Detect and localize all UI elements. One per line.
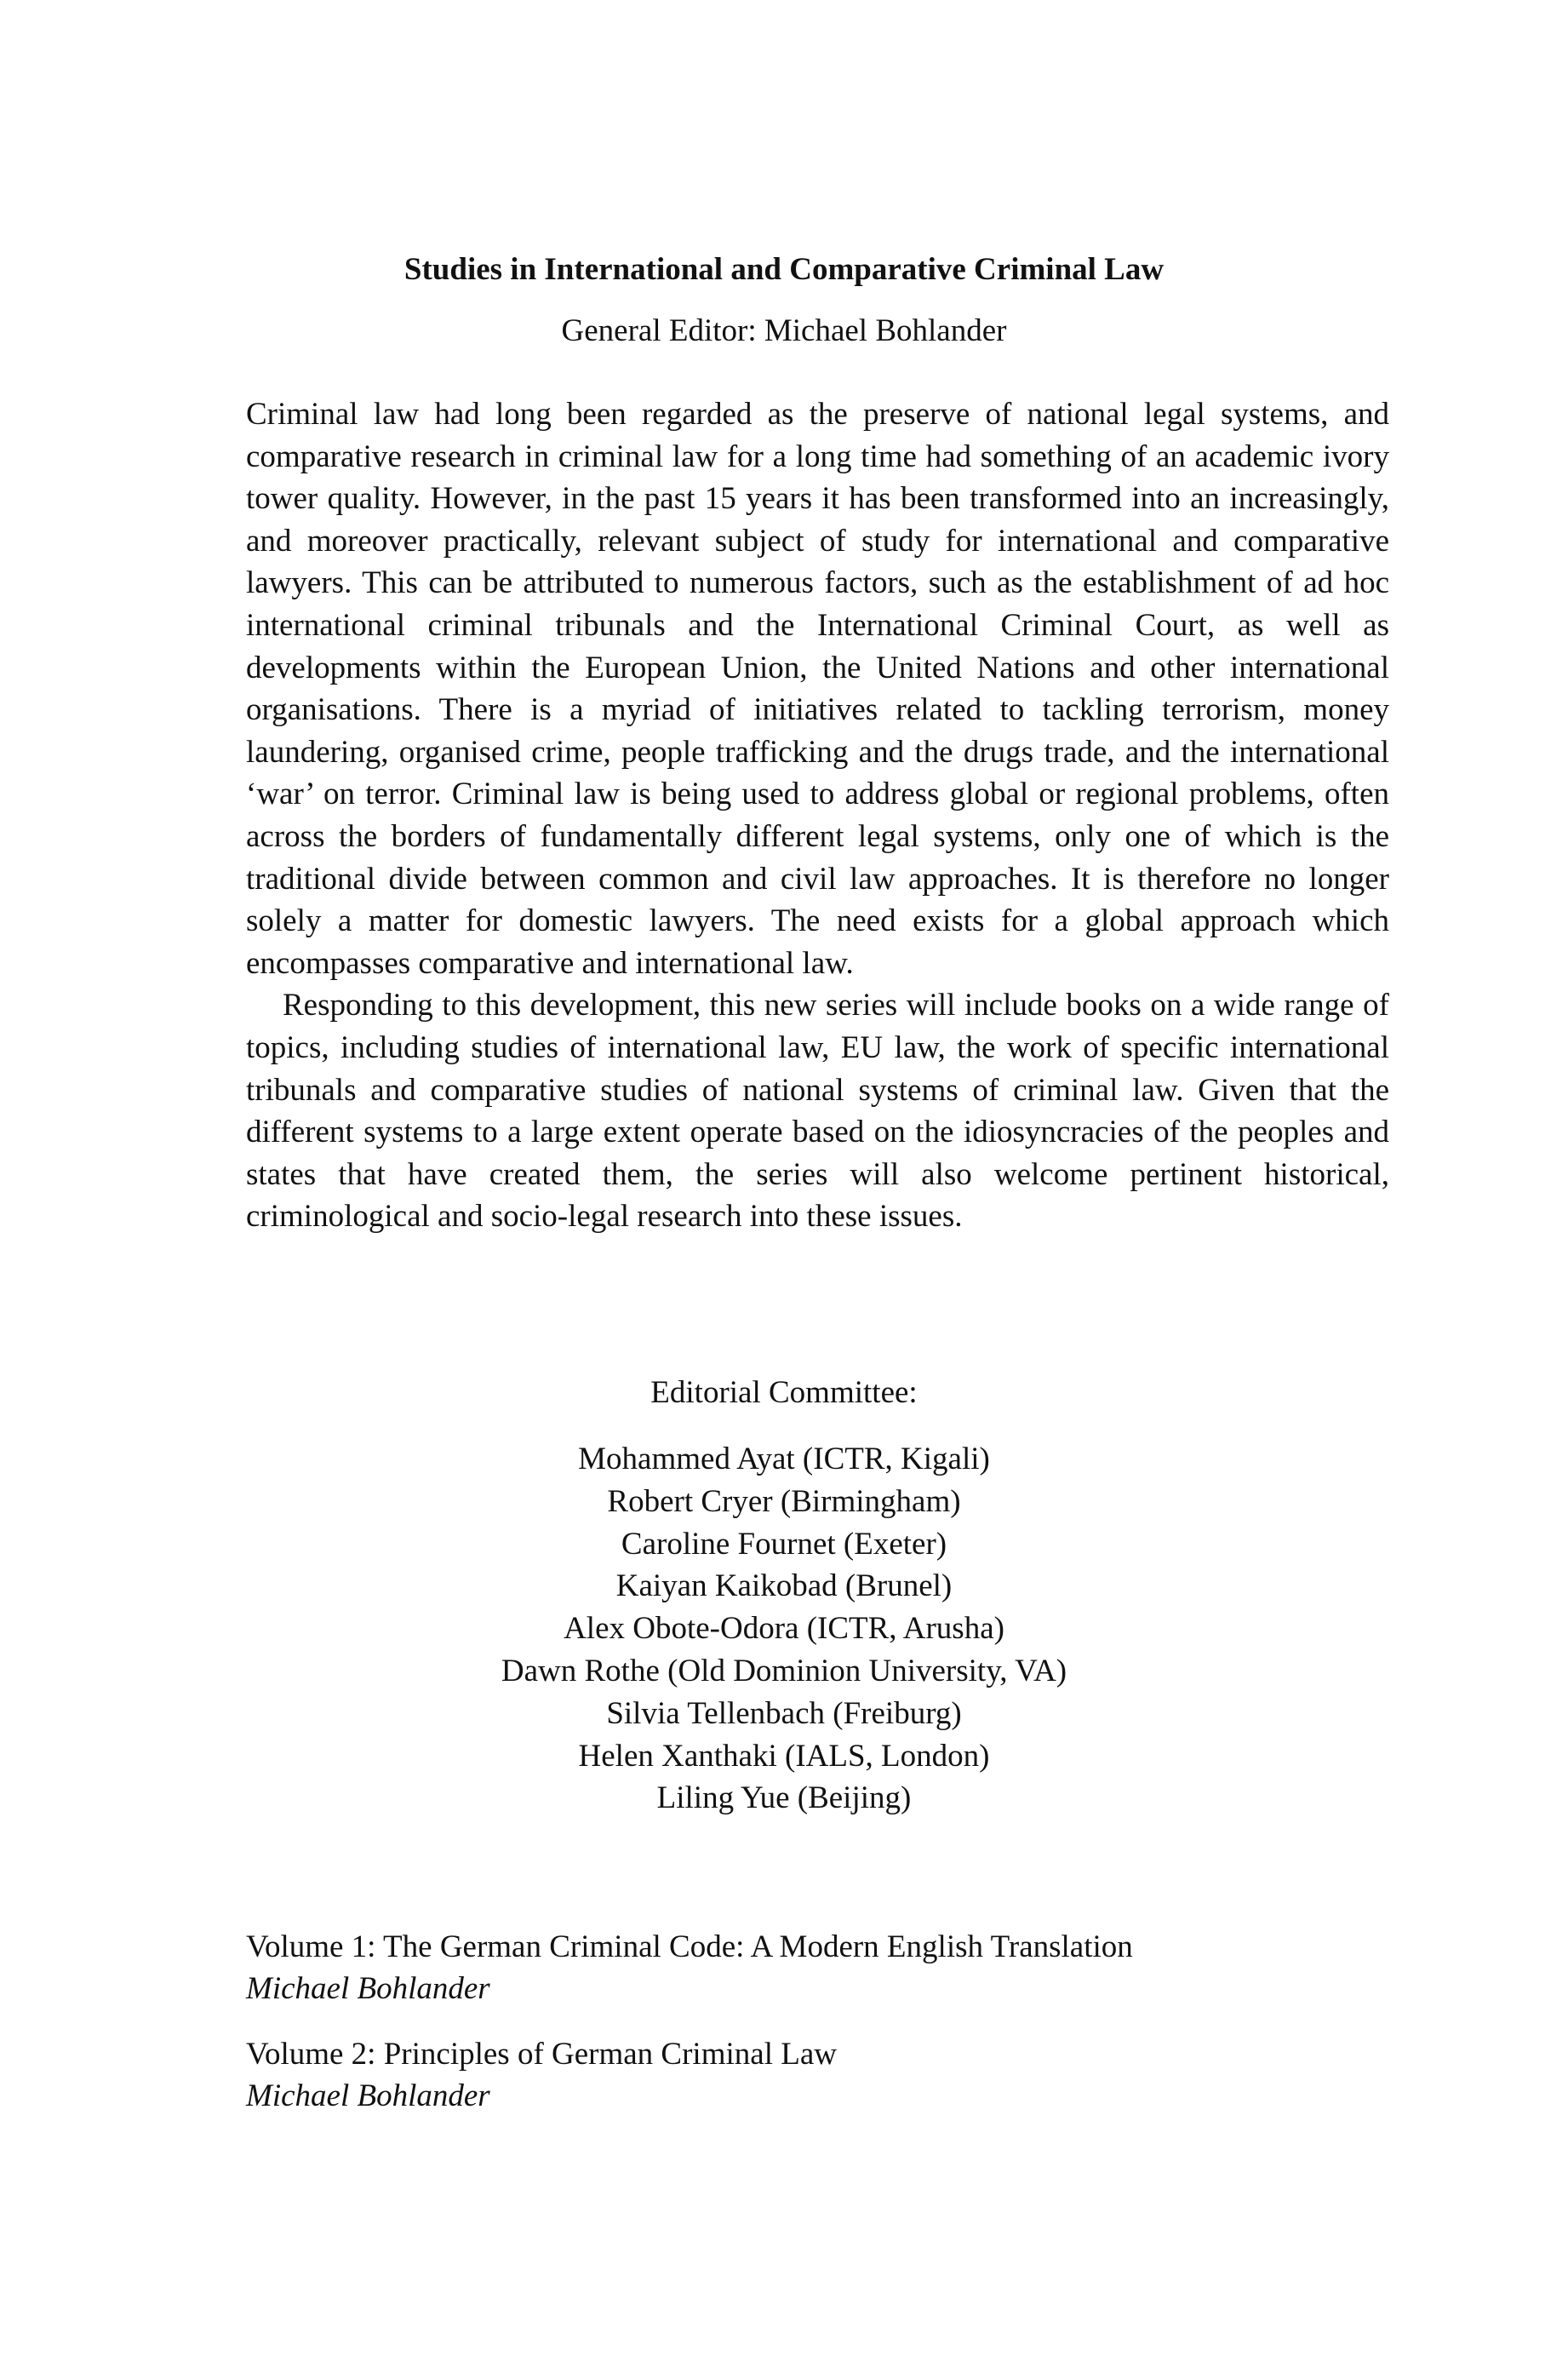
series-description [246, 393, 1389, 1238]
volume-title: Volume 2: Principles of German Criminal Law [246, 2037, 837, 2072]
volume-author: Michael Bohlander [246, 2078, 490, 2113]
editorial-committee-heading: Editorial Committee: [650, 1375, 918, 1410]
volume-title: Volume 1: The German Criminal Code: A Modern English Translation [246, 1929, 1133, 1964]
committee-member: Silvia Tellenbach (Freiburg) [606, 1695, 962, 1731]
committee-member: Mohammed Ayat (ICTR, Kigali) [578, 1442, 990, 1476]
committee-member: Caroline Fournet (Exeter) [621, 1526, 947, 1562]
description-paragraph-2: Responding to this development, this new series will include books on a wide range of topics, including studies of international law, EU law, the work of specific international tribunals and comparative studies of national systems of criminal law. Given that the different systems to a large extent operate based on the idiosyncracies of the peoples and states that have created them, the series will also welcome pertinent historical, criminological and socio-legal research into these issues. [246, 988, 1389, 1235]
volume-author: Michael Bohlander [246, 1971, 490, 2006]
committee-member: Alex Obote-Odora (ICTR, Arusha) [564, 1611, 1004, 1647]
committee-member: Helen Xanthaki (IALS, London) [578, 1738, 990, 1774]
general-editor: General Editor: Michael Bohlander [561, 313, 1007, 348]
committee-member: Kaiyan Kaikobad (Brunel) [615, 1568, 953, 1604]
series-title: Studies in International and Comparative Criminal Law [403, 252, 1165, 287]
volume-entry-2 [246, 2033, 1438, 2117]
committee-member: Liling Yue (Beijing) [656, 1780, 912, 1816]
committee-member: Dawn Rothe (Old Dominion University, VA) [501, 1653, 1067, 1688]
editorial-committee-list [0, 1438, 1568, 1820]
volume-list [246, 1926, 1438, 2141]
committee-member: Robert Cryer (Birmingham) [607, 1483, 961, 1519]
volume-entry-1 [246, 1926, 1438, 2009]
description-paragraph-1: Criminal law had long been regarded as the preserve of national legal systems, and comparative research in criminal law for a long time had something of an academic ivory tower quality. However, in the past 15 years it has been transformed into an increasingly, and moreover practically, relevant subject of study for international and comparative lawyers. This can be attributed to numerous factors, such as the establishment of ad hoc international criminal tribunals and the International Criminal Court, as well as developments within the European Union, the United Nations and other international organisations. There is a myriad of initiatives related to tackling terrorism, money laundering, organised crime, people trafficking and the drugs trade, and the international ‘war’ on terror. Criminal law is being used to address global or regional problems, often across the borders of fundamentally different legal systems, only one of which is the traditional divide between common and civil law approaches. It is therefore no longer solely a matter for domestic lawyers. The need exists for a global approach which encompasses comparative and international law. [246, 397, 1389, 981]
